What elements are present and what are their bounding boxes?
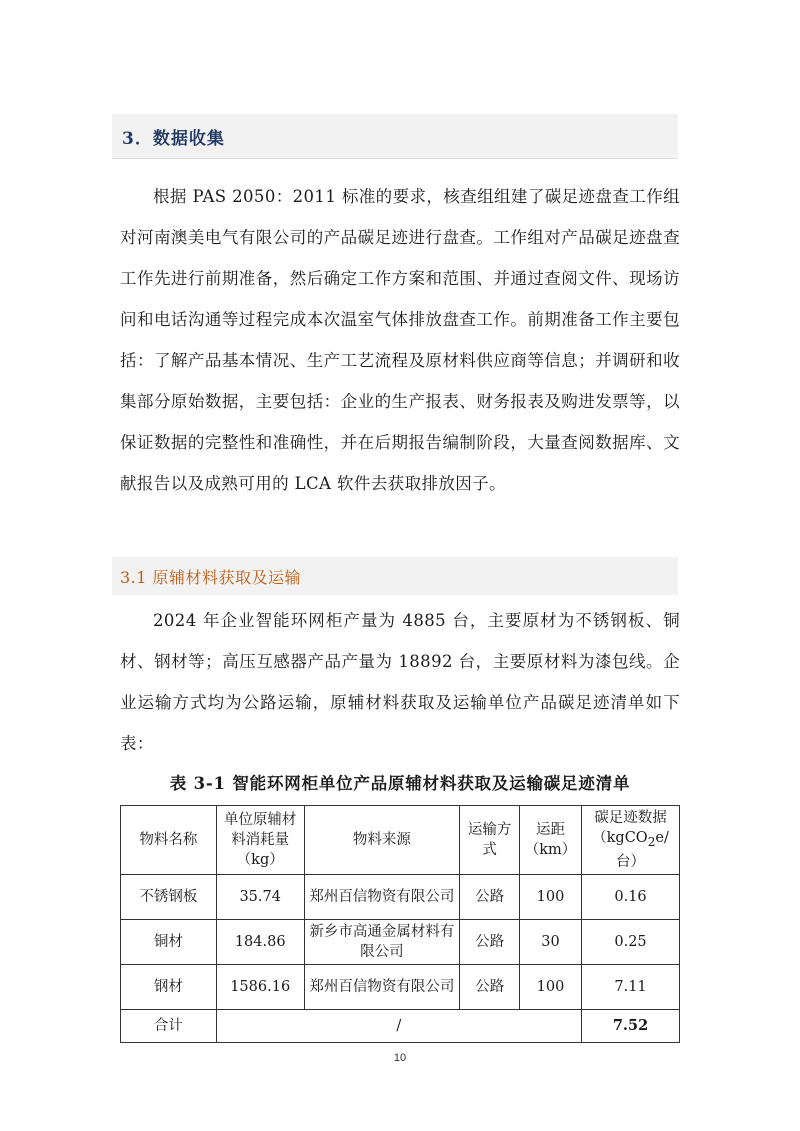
section-title: 3．数据收集	[122, 129, 225, 149]
cell-material: 钢材	[121, 964, 217, 1009]
header-carbon-footprint: 碳足迹数据 （kgCO$_2$e/台）	[582, 806, 680, 875]
cell-amount: 184.86	[216, 919, 304, 964]
cell-distance: 30	[520, 919, 582, 964]
section-header	[112, 114, 678, 159]
page-number: 10	[393, 1052, 407, 1064]
table-header-row	[121, 806, 680, 875]
header-source: 物料来源	[304, 806, 460, 875]
table-row	[121, 964, 680, 1009]
total-value: 7.52	[582, 1009, 680, 1042]
cell-mode: 公路	[460, 919, 520, 964]
paragraph-data-collection: 根据 PAS 2050：2011 标准的要求，核查组组建了碳足迹盘查工作组对河南澳美电气有限公司的产品碳足迹进行盘查。工作组对产品碳足迹盘查工作先进行前期准备，然后确定工作方案和范围、并通过查阅文件、现场访问和电话沟通等过程完成本次温室气体排放盘查工作。前期准备工作主要包括：了解产品基本情况、生产工艺流程及原材料供应商等信息；并调研和收集部分原始数据，主要包括：企业的生产报表、财务报表及购进发票等，以保证数据的完整性和准确性，并在后期报告编制阶段，大量查阅数据库、文献报告以及成熟可用的 LCA 软件去获取排放因子。	[120, 187, 680, 493]
header-consumption: 单位原辅材料消耗量（kg）	[216, 806, 304, 875]
total-placeholder: /	[216, 1009, 581, 1042]
table-caption: 表 3-1 智能环网柜单位产品原辅材料获取及运输碳足迹清单	[169, 774, 631, 793]
header-material-name: 物料名称	[121, 806, 217, 875]
table-row	[121, 874, 680, 919]
paragraph-materials: 2024 年企业智能环网柜产量为 4885 台，主要原材为不锈钢板、铜材、钢材等；高压互感器产品产量为 18892 台，主要原材料为漆包线。企业运输方式均为公路运输，原辅材料获取及运输单位产品碳足迹清单如下表：	[120, 611, 680, 753]
header-distance: 运距（km）	[520, 806, 582, 875]
carbon-footprint-table	[120, 805, 680, 1043]
table-total-row	[121, 1009, 680, 1042]
cell-amount: 1586.16	[216, 964, 304, 1009]
cell-footprint: 7.11	[582, 964, 680, 1009]
cell-distance: 100	[520, 964, 582, 1009]
total-label: 合计	[121, 1009, 217, 1042]
subsection-header	[112, 557, 678, 595]
cell-distance: 100	[520, 874, 582, 919]
cell-source: 郑州百信物资有限公司	[304, 874, 460, 919]
cell-material: 不锈钢板	[121, 874, 217, 919]
cell-amount: 35.74	[216, 874, 304, 919]
cell-source: 郑州百信物资有限公司	[304, 964, 460, 1009]
header-transport-mode: 运输方式	[460, 806, 520, 875]
table-row	[121, 919, 680, 964]
cell-footprint: 0.25	[582, 919, 680, 964]
cell-material: 铜材	[121, 919, 217, 964]
cell-mode: 公路	[460, 874, 520, 919]
cell-source: 新乡市高通金属材料有限公司	[304, 919, 460, 964]
subsection-title: 3.1 原辅材料获取及运输	[120, 568, 302, 587]
cell-footprint: 0.16	[582, 874, 680, 919]
cell-mode: 公路	[460, 964, 520, 1009]
